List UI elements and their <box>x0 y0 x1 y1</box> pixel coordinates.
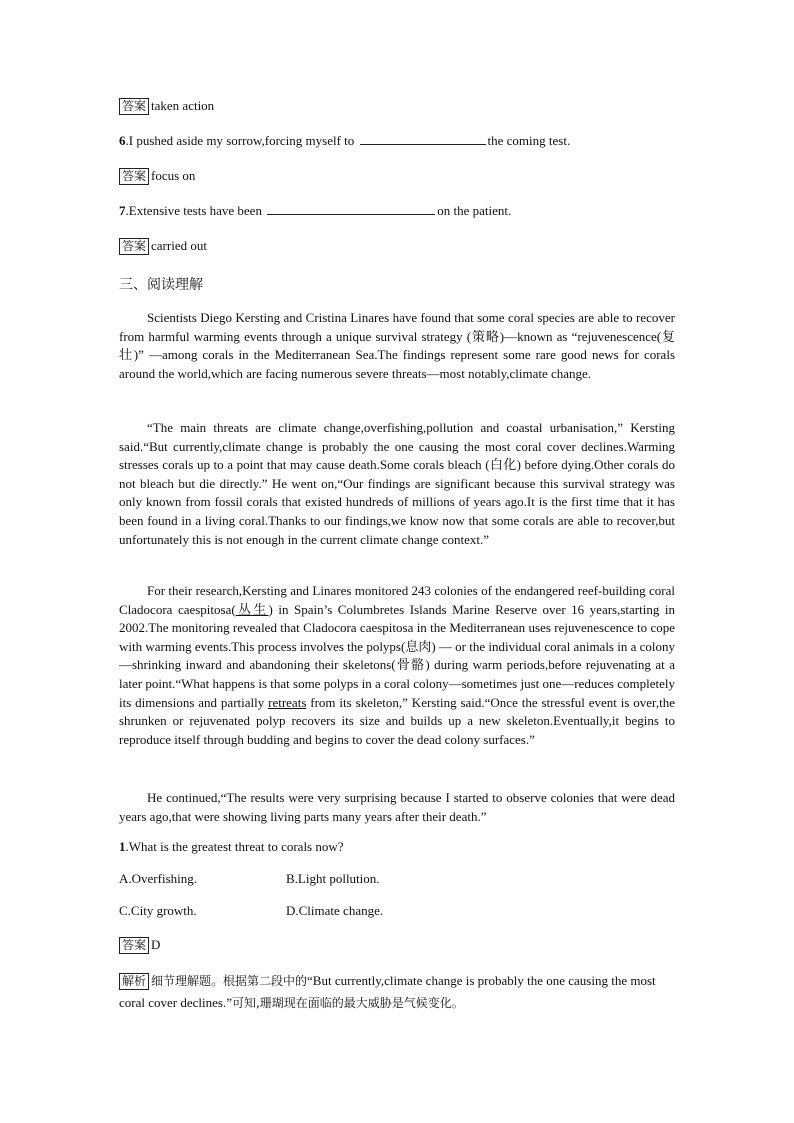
q7-answer: carried out <box>151 238 207 253</box>
option-a: A.Overfishing. <box>119 871 197 886</box>
q6-answer-line <box>119 167 195 185</box>
paragraph-3-part-b: ) in Spain’s Columbretes Islands Marine Reserve over 16 years,starting in 2002.The monitoring revealed that Cladocora caespitosa in the Mediterranean uses rejuvenescence to cope with warming events.This process involves the polyps(息肉) — or the individual coral animals in a colony—shrinking inward and abandoning their skeletons(骨骼) during warm periods,before rejuvenating at a later point.“What happens is that some polyps in a coral colony—sometimes just one—reduces completely its dimensions and partially <box>119 601 676 710</box>
q1-number: 1 <box>119 839 126 854</box>
q6-number: 6 <box>119 133 126 148</box>
option-c: C.City growth. <box>119 903 197 918</box>
underlined-word-2: retreats <box>268 694 307 710</box>
q7-blank <box>267 202 435 215</box>
option-d: D.Climate change. <box>286 903 384 918</box>
paragraph-3-part-c: from its skeleton,” Kersting said.“Once the stressful event is over,the shrunken or rejuvenated polyp recovers its size and builds up a new skeleton.Eventually,it begins to reproduce itself through budding and begins to cover the dead colony surfaces.” <box>119 694 675 747</box>
question-6 <box>119 132 570 150</box>
paragraph-2-text: “The main threats are climate change,overfishing,pollution and coastal urbanisation,” Kersting said.“But currently,climate change is probably the one causing the most coral cover declines.Warming stresses corals up to a point that may cause death.Some corals bleach (白化) before dying.Other corals do not bleach but die directly.” He went on,“Our findings are significant because this survival strategy was only known from fossil corals that existed hundreds of millions of years ago.It is the first time that it has been found in a living coral.Thanks to our findings,we know now that some corals are able to recover,but unfortunately this is not enough in the current climate change context.” <box>119 420 675 547</box>
q5-answer-line <box>119 97 214 115</box>
analysis-text-cn-2: 可知,珊瑚现在面临的最大威胁是气候变化。 <box>231 996 464 1010</box>
paragraph-3-part-a: For their research,Kersting and Linares monitored 243 colonies of the endangered reef-building coral Cladocora caespitosa( <box>119 583 675 617</box>
q1-text: .What is the greatest threat to corals now? <box>125 839 344 854</box>
answer-label: 答案 <box>119 937 149 954</box>
passage-paragraph-2 <box>119 419 675 549</box>
underlined-word-1: 丛生 <box>235 601 269 617</box>
passage-paragraph-1 <box>119 309 675 383</box>
section-title: 三、阅读理解 <box>119 277 203 293</box>
q1-answer-line <box>119 936 160 954</box>
q7-number: 7 <box>119 203 126 218</box>
analysis-quote: “But currently,climate change is probably the one causing the most coral cover declines.” <box>119 973 656 1010</box>
question-7 <box>119 202 511 220</box>
q5-answer: taken action <box>151 98 215 113</box>
option-b: B.Light pollution. <box>286 871 380 886</box>
question-1 <box>119 838 344 856</box>
q6-blank <box>360 132 486 145</box>
q1-analysis <box>119 970 675 1014</box>
paragraph-4-text: He continued,“The results were very surprising because I started to observe colonies that were dead years ago,that were showing living parts many years after their death.” <box>119 790 675 824</box>
passage-paragraph-3 <box>119 582 675 749</box>
q1-answer: D <box>151 937 161 952</box>
q7-answer-line <box>119 237 207 255</box>
q6-text-after: the coming test. <box>487 133 571 148</box>
q7-text-before: .Extensive tests have been <box>125 203 266 218</box>
answer-label: 答案 <box>119 168 149 185</box>
answer-label: 答案 <box>119 238 149 255</box>
q7-text-after: on the patient. <box>437 203 512 218</box>
paragraph-1-text: Scientists Diego Kersting and Cristina Linares have found that some coral species are able to recover from harmful warming events through a unique survival strategy (策略)—known as “rejuvenescence(复壮)” —among corals in the Mediterranean Sea.The findings represent some rare good news for corals around the world,which are facing numerous severe threats—most notably,climate change. <box>119 310 675 381</box>
analysis-text-cn-1: 细节理解题。根据第二段中的 <box>151 974 308 988</box>
passage-paragraph-4 <box>119 789 675 826</box>
analysis-label: 解析 <box>119 973 149 990</box>
answer-label: 答案 <box>119 98 149 115</box>
q6-text-before: .I pushed aside my sorrow,forcing myself to <box>125 133 358 148</box>
q6-answer: focus on <box>151 168 196 183</box>
